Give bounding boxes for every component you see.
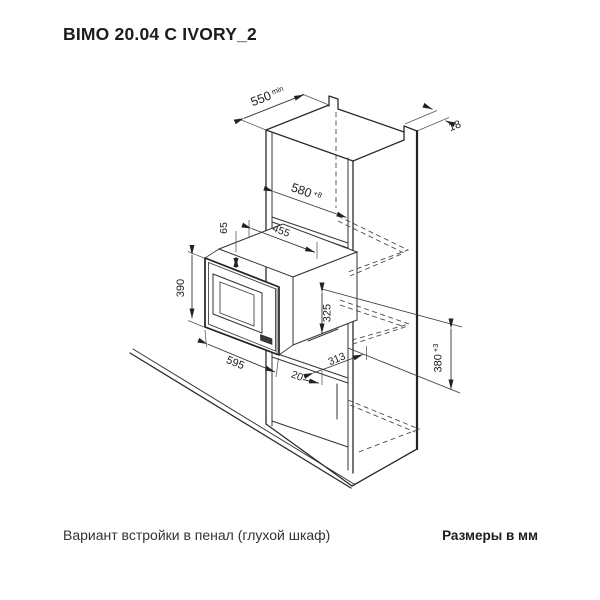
cabinet-top [266,96,417,161]
dim-label-65: 65 [218,222,230,234]
dim-label-313: 313 [326,350,348,369]
dim-label-595: 595 [224,354,246,373]
caption-installation-variant: Вариант встройки в пенал (глухой шкаф) [63,527,331,543]
caption-units: Размеры в мм [442,528,538,543]
dim-label-455: 455 [270,222,292,240]
dim-label-18: 18 [447,118,463,135]
dim-label-20: 20 [289,368,305,384]
dim-390 [175,252,204,328]
dim-label-380: $380^{+3}$ [431,343,445,373]
dim-label-580: $580^{+8}$ [289,180,324,201]
microwave [205,224,357,355]
dim-380 [431,329,451,390]
dim-label-325: 325 [321,303,334,323]
dim-label-390: 390 [175,278,187,298]
body-frame-connector-top [205,249,219,258]
body-frame-connector-bottom [279,345,293,355]
dim-label-550: $550^{min}$ [248,83,285,110]
dim-20 [289,369,322,385]
page-title: BIMO 20.04 C IVORY_2 [63,24,257,44]
dimensions [175,83,463,389]
